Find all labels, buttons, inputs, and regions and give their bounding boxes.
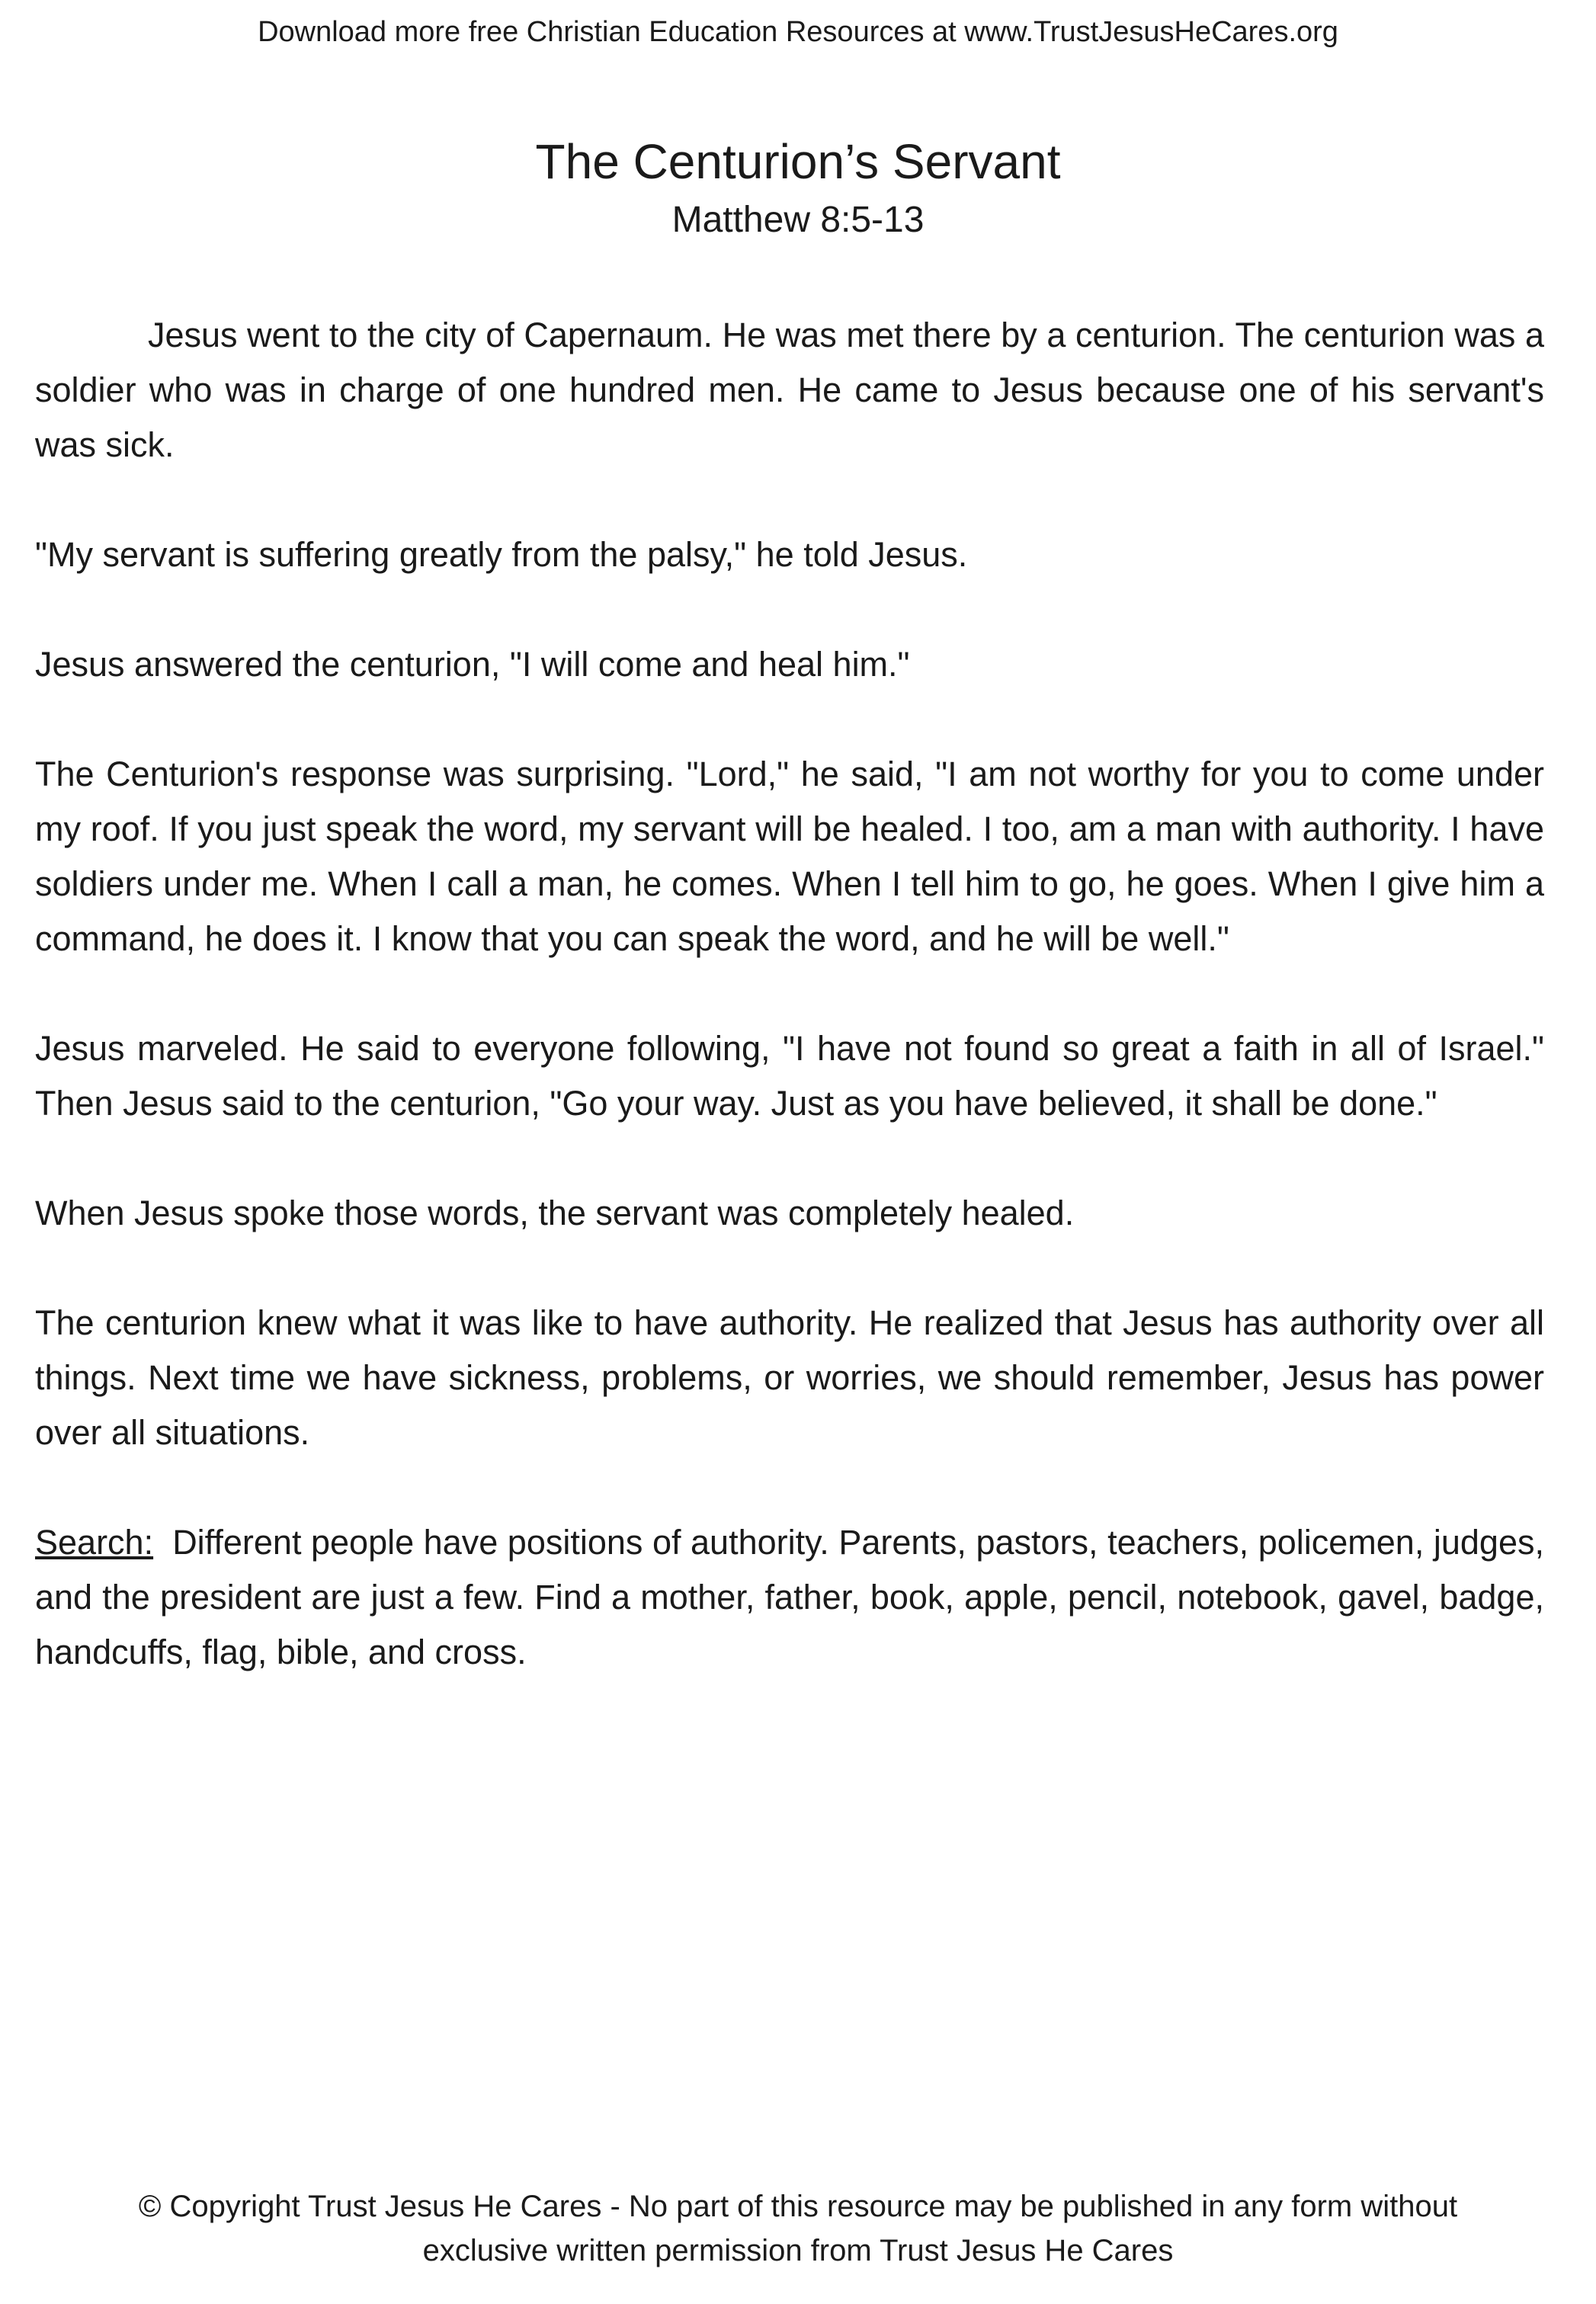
story-paragraph-6: When Jesus spoke those words, the servant was completely healed.: [35, 1194, 1075, 1232]
story-paragraph-1: Jesus went to the city of Capernaum. He was met there by a centurion. The centurion was a soldier who was in charge of one hundred men. He came to Jesus because one of his servant's was sick.: [35, 316, 1544, 464]
copyright-line-2: exclusive written permission from Trust Jesus He Cares: [422, 2234, 1174, 2267]
story-paragraph-5: Jesus marveled. He said to everyone following, "I have not found so great a faith in all of Israel." Then Jesus said to the centurion, "Go your way. Just as you have believed, it shall be done.": [35, 1029, 1544, 1123]
copyright-line-1: © Copyright Trust Jesus He Cares - No part of this resource may be published in any form without: [138, 2190, 1458, 2223]
story-paragraph-2: "My servant is suffering greatly from the palsy," he told Jesus.: [35, 535, 968, 574]
resource-banner: Download more free Christian Education Resources at www.TrustJesusHeCares.org: [258, 16, 1338, 48]
page-title: The Centurion’s Servant: [535, 134, 1061, 189]
story-body: [35, 308, 1544, 1735]
title-block: [0, 128, 1596, 245]
search-paragraph: [35, 1515, 1544, 1680]
search-label: Search:: [35, 1523, 154, 1562]
copyright-footer: [0, 2184, 1596, 2273]
story-paragraph-7: The centurion knew what it was like to have authority. He realized that Jesus has authority over all things. Next time we have sickness, problems, or worries, we should remember, Jesus has power over all situations.: [35, 1303, 1544, 1452]
scripture-reference: Matthew 8:5-13: [671, 200, 925, 240]
search-instructions: Different people have positions of authority. Parents, pastors, teachers, policemen, judges, and the president are just a few. Find a mother, father, book, apple, pencil, notebook, gavel, badge, handcuffs, flag, bible, and cross.: [35, 1523, 1544, 1671]
story-paragraph-3: Jesus answered the centurion, "I will come and heal him.": [35, 645, 910, 684]
story-paragraph-4: The Centurion's response was surprising. "Lord," he said, "I am not worthy for you to come under my roof. If you just speak the word, my servant will be healed. I too, am a man with authority. I have soldiers under me. When I call a man, he comes. When I tell him to go, he goes. When I give him a command, he does it. I know that you can speak the word, and he will be well.": [35, 755, 1544, 958]
